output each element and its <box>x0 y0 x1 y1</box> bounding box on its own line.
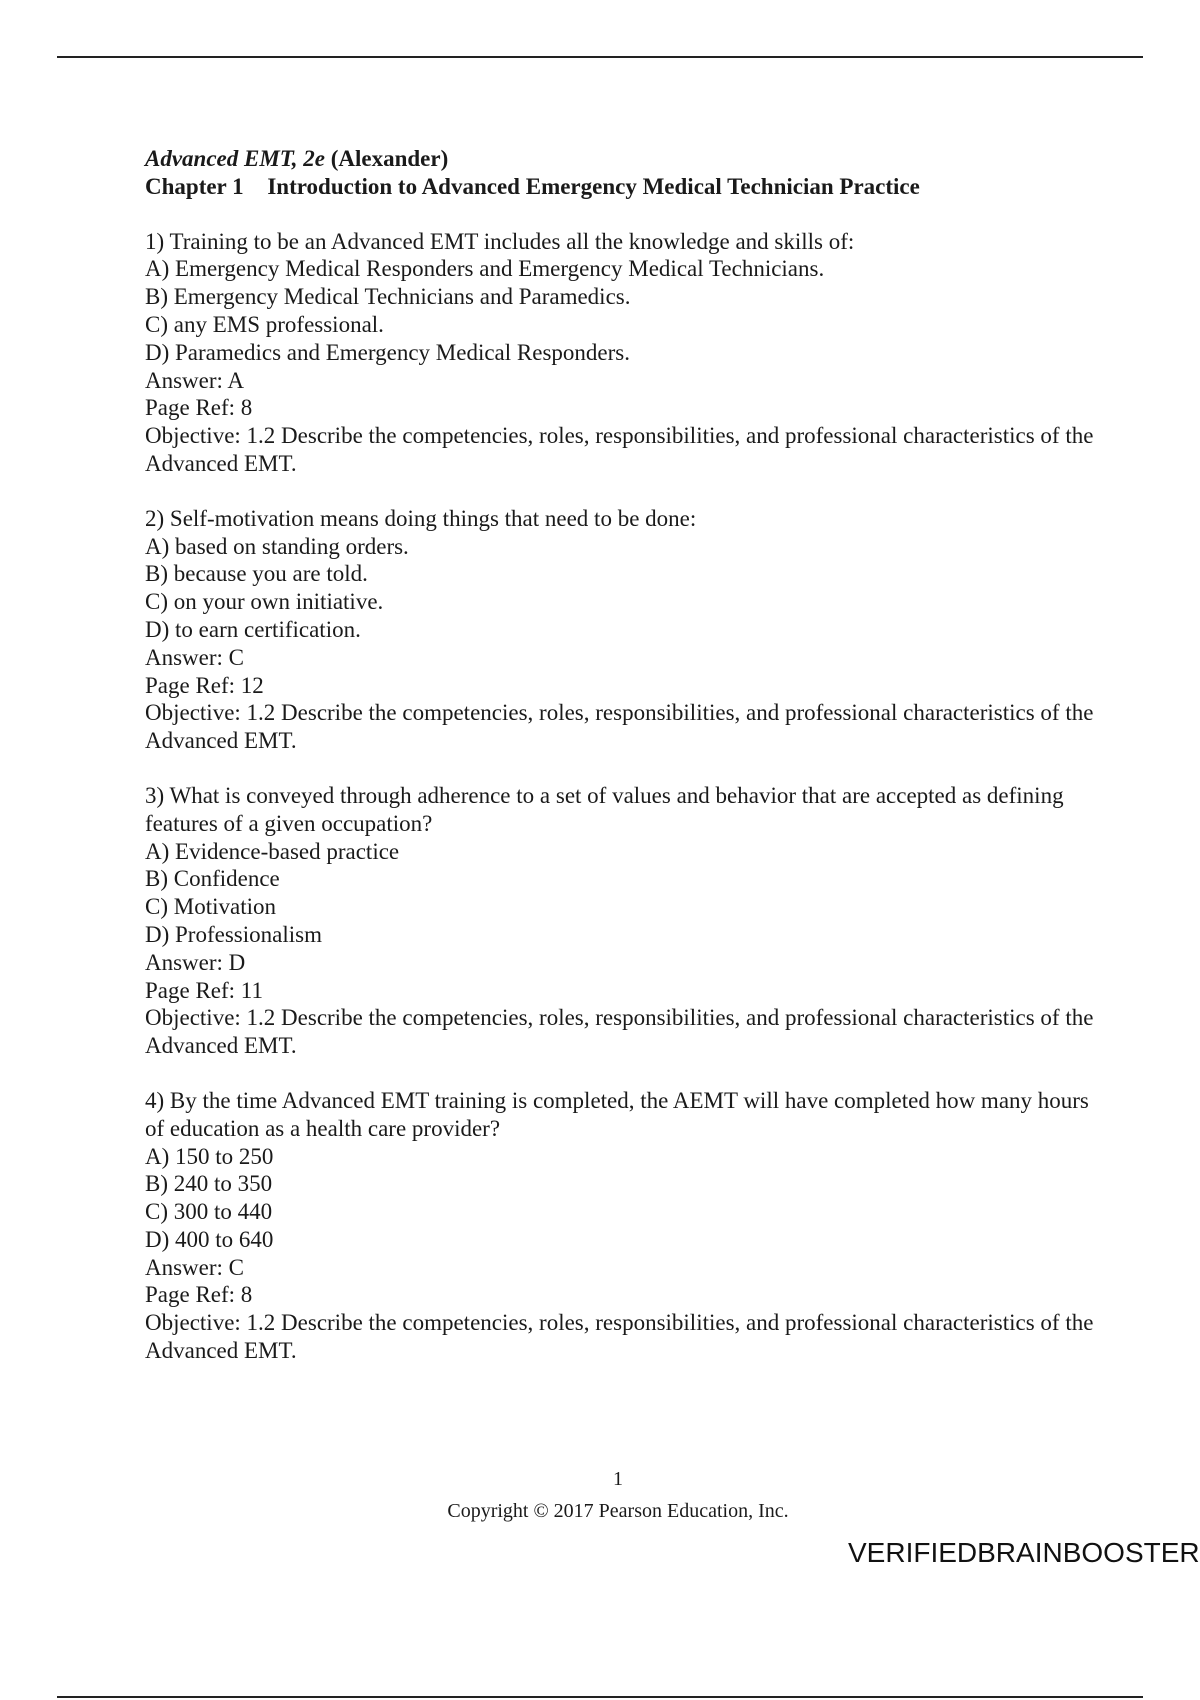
option-a: A) based on standing orders. <box>145 533 409 559</box>
chapter-title-line <box>145 173 1095 201</box>
question-stem: 1) Training to be an Advanced EMT includes all the knowledge and skills of: <box>145 228 855 254</box>
option-d: D) 400 to 640 <box>145 1226 274 1252</box>
question-stem: 4) By the time Advanced EMT training is completed, the AEMT will have completed how many hours of education as a health care provider? <box>145 1087 1089 1141</box>
option-a: A) Emergency Medical Responders and Emergency Medical Technicians. <box>145 256 825 282</box>
objective: Objective: 1.2 Describe the competencies, roles, responsibilities, and professional characteristics of the Advanced EMT. <box>145 1310 1094 1364</box>
document-header <box>145 145 1095 201</box>
document-body <box>145 145 1095 1365</box>
option-b: B) 240 to 350 <box>145 1171 273 1197</box>
book-title-line <box>145 145 1095 173</box>
question-1 <box>145 228 1095 478</box>
question-3 <box>145 782 1095 1060</box>
page-number: 1 <box>613 1468 623 1490</box>
chapter-title: Introduction to Advanced Emergency Medical Technician Practice <box>267 173 920 199</box>
option-c: C) any EMS professional. <box>145 311 384 337</box>
answer: Answer: A <box>145 367 245 393</box>
option-d: D) Professionalism <box>145 921 322 947</box>
answer: Answer: C <box>145 644 245 670</box>
question-stem: 2) Self-motivation means doing things that need to be done: <box>145 505 697 531</box>
answer: Answer: C <box>145 1254 245 1280</box>
top-rule <box>57 56 1143 58</box>
option-b: B) Emergency Medical Technicians and Paramedics. <box>145 284 631 310</box>
bottom-rule <box>57 1696 1143 1698</box>
page-ref: Page Ref: 8 <box>145 395 253 421</box>
objective: Objective: 1.2 Describe the competencies, roles, responsibilities, and professional characteristics of the Advanced EMT. <box>145 423 1094 476</box>
option-a: A) Evidence-based practice <box>145 838 400 864</box>
page-ref: Page Ref: 12 <box>145 672 264 698</box>
copyright-notice: Copyright © 2017 Pearson Education, Inc. <box>447 1500 789 1522</box>
answer: Answer: D <box>145 949 246 975</box>
option-d: D) Paramedics and Emergency Medical Responders. <box>145 339 630 365</box>
option-d: D) to earn certification. <box>145 616 361 642</box>
question-stem: 3) What is conveyed through adherence to a set of values and behavior that are accepted as defining features of a given occupation? <box>145 782 1064 836</box>
book-author: (Alexander) <box>330 146 449 171</box>
option-b: B) because you are told. <box>145 561 368 587</box>
option-c: C) Motivation <box>145 894 276 920</box>
objective: Objective: 1.2 Describe the competencies, roles, responsibilities, and professional characteristics of the Advanced EMT. <box>145 700 1094 754</box>
option-c: C) 300 to 440 <box>145 1199 273 1225</box>
option-c: C) on your own initiative. <box>145 589 384 615</box>
chapter-number: Chapter 1 <box>145 173 244 199</box>
page-ref: Page Ref: 11 <box>145 977 263 1003</box>
objective: Objective: 1.2 Describe the competencies, roles, responsibilities, and professional characteristics of the Advanced EMT. <box>145 1005 1094 1059</box>
page-ref: Page Ref: 8 <box>145 1282 253 1308</box>
question-4 <box>145 1087 1095 1365</box>
option-b: B) Confidence <box>145 866 280 892</box>
watermark-text: VERIFIEDBRAINBOOSTER <box>848 1537 1200 1568</box>
option-a: A) 150 to 250 <box>145 1143 274 1169</box>
book-title: Advanced EMT, 2e <box>145 146 325 171</box>
question-2 <box>145 505 1095 755</box>
